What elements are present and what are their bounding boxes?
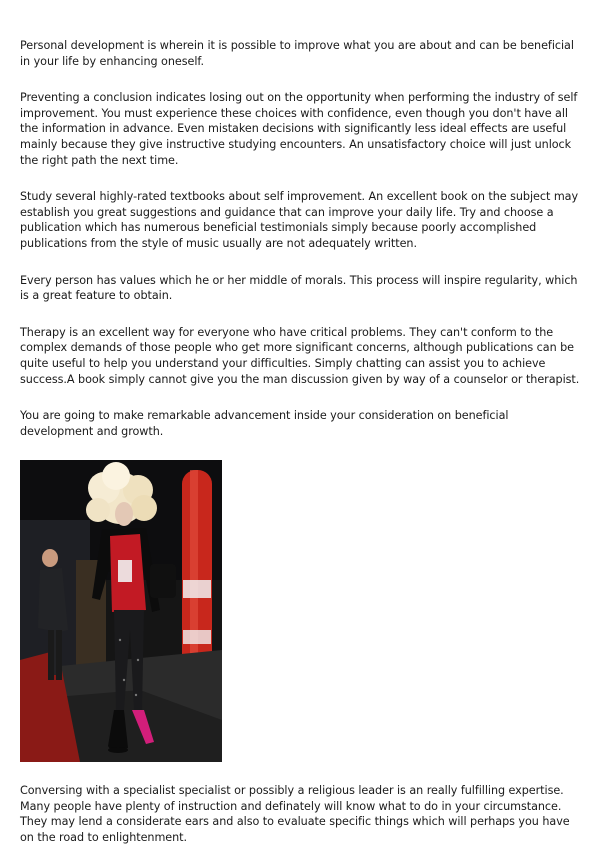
- paragraph-7: Conversing with a specialist specialist or possibly a religious leader is an really fulfilling expertise. Many people have plenty of instruction and definately will know what to do in your circumstance. They may lend a considerate ears and also to evaluate specific things which will perhaps you have on the road to enlightenment.: [20, 784, 570, 845]
- paragraph-1: Personal development is wherein it is possible to improve what you are about and can be beneficial in your life by enhancing oneself.: [20, 39, 574, 68]
- document-page: [20, 38, 584, 867]
- paragraph-3: Study several highly-rated textbooks about self improvement. An excellent book on the subject may establish you great suggestions and guidance that can improve your daily life. Try and choose a publication which has numerous beneficial testimonials simply because poorly accomplished publications from the style of music usually are not adequately written.: [20, 190, 579, 250]
- paragraph-6: You are going to make remarkable advancement inside your consideration on beneficial development and growth.: [20, 409, 509, 438]
- paragraph-2: Preventing a conclusion indicates losing out on the opportunity when performing the industry of self improvement. You must experience these choices with confidence, even though you don't have all the information in advance. Even mistaken decisions with significantly less ideal effects are useful mainly because they give instructive studying encounters. An unsatisfactory choice will just unlock the right path the next time.: [20, 91, 578, 167]
- performer-photo: [20, 460, 222, 762]
- paragraph-4: Every person has values which he or her middle of morals. This process will inspire regularity, which is a great feature to obtain.: [20, 273, 578, 303]
- paragraph-5: Therapy is an excellent way for everyone who have critical problems. They can't conform to the complex demands of those people who get more significant concerns, although publications can be quite useful to help you understand your difficulties. Simply chatting can assist you to achieve success.A book simply cannot give you the man discussion given by way of a counselor or therapist.: [20, 325, 580, 386]
